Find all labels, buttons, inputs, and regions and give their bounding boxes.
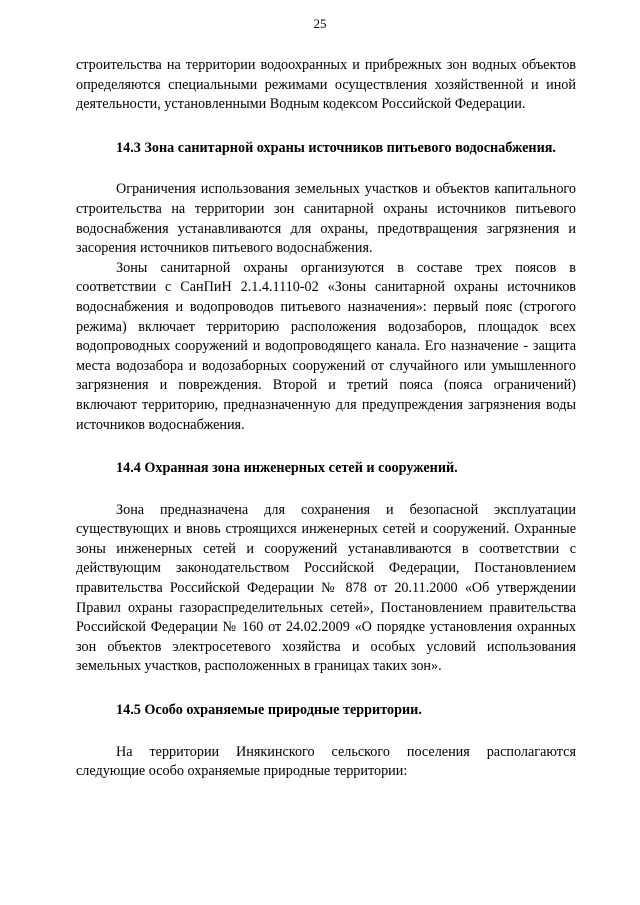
page-number: 25 — [313, 16, 327, 31]
paragraph: Зона предназначена для сохранения и безопасной эксплуатации существующих и вновь строящихся инженерных сетей и сооружений. Охранные зоны инженерных сетей и сооружений устанавливаются в соответствии с действующим законодательством Российской Федерации, Постановлением правительства Российской Федерации № 878 от 20.11.2000 «Об утверждении Правил охраны газораспределительных сетей», Постановлением правительства Российской Федерации № 160 от 24.02.2009 «О порядке установления охранных зон объектов электросетевого хозяйства и особых условий использования земельных участков, расположенных в границах таких зон». — [76, 501, 576, 675]
section-heading-protected-areas: 14.5 Особо охраняемые природные территории. — [116, 702, 422, 719]
section-heading-sanitary-zone: 14.3 Зона санитарной охраны источников питьевого водоснабжения. — [116, 139, 556, 156]
paragraph: Ограничения использования земельных участков и объектов капитального строительства на территории зон санитарной охраны источников питьевого водоснабжения устанавливаются для охраны, предотвращения загрязнения и засорения источников питьевого водоснабжения. — [76, 181, 576, 257]
intro-paragraph: строительства на территории водоохранных и прибрежных зон водных объектов определяются специальными режимами осуществления хозяйственной и иной деятельности, установленными Водным кодексом Российской Федерации. — [76, 57, 576, 113]
paragraph: Зоны санитарной охраны организуются в составе трех поясов в соответствии с СанПиН 2.1.4.1110-02 «Зоны санитарной охраны источников водоснабжения и водопроводов питьевого назначения»: первый пояс (строгого режима) включает территорию расположения водозаборов, площадок всех водопроводных сооружений и водопроводящего канала. Его назначение - защита места водозабора и водозаборных сооружений от случайного или умышленного загрязнения и повреждения. Второй и третий пояса (пояса ограничений) включают территорию, предназначенную для предупреждения загрязнения воды источников водоснабжения. — [76, 259, 576, 433]
section-heading-engineering-networks: 14.4 Охранная зона инженерных сетей и сооружений. — [116, 460, 458, 477]
paragraph: На территории Инякинского сельского поселения располагаются следующие особо охраняемые природные территории: — [76, 743, 576, 780]
document-body — [76, 56, 576, 782]
